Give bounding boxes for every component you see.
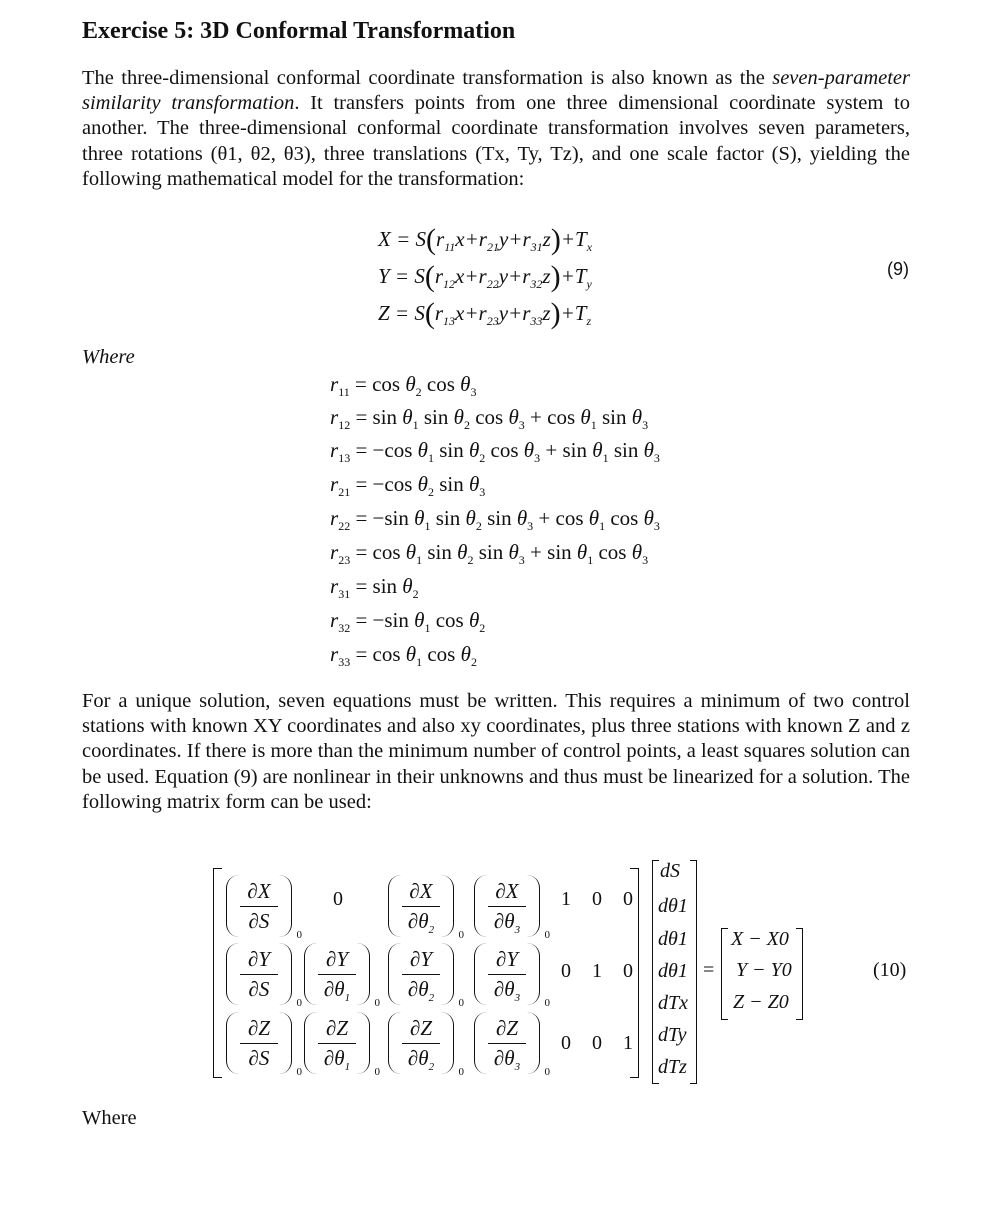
intro-italic: seven-parameter similarity transformation [82,67,910,115]
const-r1c3: 0 [623,888,633,910]
dX-dS: ∂X ∂S 0 [226,875,292,937]
unknown-dTy: dTy [658,1024,687,1046]
eq9-line-z: $Z = S(r_{13}x+r_{23}y+r_{33}z)+T_z$ [378,297,592,330]
eq9-line-x: $X = S(r_{11}x+r_{21}y+r_{31}z)+T_x$ [378,223,593,256]
unknown-dS: dS [660,860,680,882]
r12-term: $r_{12} = \sin \theta_1$ $\sin \theta_2$ $\cos \theta_3 + \cos \theta_1$ $\sin \theta_3$ [330,405,649,433]
equation-9-number: (9) [887,259,909,279]
r13-term: $r_{13} = -\cos$ $\theta_1$ $\sin \theta_2$ $\cos \theta_3 + \sin \theta_1$ $\sin \theta_3$ [330,438,660,466]
rhs-right-bracket [796,928,803,1020]
rhs-z: Z − Z0 [733,991,789,1013]
dX-dtheta3: ∂X $\partial\theta_3$ 0 [474,875,540,937]
const-r3c3: 1 [623,1032,633,1054]
dZ-dtheta3: ∂Z $\partial\theta_3$ 0 [474,1012,540,1074]
dY-dtheta2: ∂Y $\partial\theta_2$ 0 [388,943,454,1005]
matrix-zero-entry: 0 [333,888,343,910]
const-r2c1: 0 [561,960,571,982]
dX-dtheta2: ∂X $\partial\theta_2$ 0 [388,875,454,937]
const-r1c2: 0 [592,888,602,910]
dY-dS: ∂Y ∂S 0 [226,943,292,1005]
dY-dtheta3: ∂Y $\partial\theta_3$ 0 [474,943,540,1005]
unknown-dtheta-1: dθ1 [658,895,688,917]
rhs-left-bracket [721,928,728,1020]
r22-term: $r_{22} = -\sin$ $\theta_1$ $\sin \theta_2$ $\sin \theta_3 + \cos \theta_1$ $\cos \theta_3$ [330,506,660,534]
const-r2c3: 0 [623,960,633,982]
equation-10-number: (10) [873,959,907,981]
unknown-dTx: dTx [658,992,688,1014]
rhs-y: Y − Y0 [736,959,792,981]
r23-term: $r_{23} = \cos \theta_1$ $\sin \theta_2$ $\sin \theta_3 + \sin \theta_1$ $\cos \theta_3$ [330,540,649,568]
where-label-2: Where [82,1107,137,1129]
r33-term: $r_{33} = \cos \theta_1$ $\cos \theta_2$ [330,642,477,670]
intro-text-b: . It transfers points from one three dimensional coordinate system to another. The three-dimensional conformal coordinate transformation involves seven parameters, three rotations (θ1, θ2, θ3), three translations (Tx, Ty, Tz), and one scale factor (S), yielding the following mathematical model for the transformation: [82,92,910,190]
unknown-dtheta-2: dθ1 [658,928,688,950]
page-title: Exercise 5: 3D Conformal Transformation [82,18,516,44]
unknown-dtheta-3: dθ1 [658,960,688,982]
r31-term: $r_{31} = \sin \theta_2$ [330,574,419,602]
r32-term: $r_{32} = -\sin$ $\theta_1$ $\cos \theta_2$ [330,608,486,636]
matrix-left-bracket [213,868,222,1078]
const-r1c1: 1 [561,888,571,910]
unknown-dTz: dTz [658,1056,687,1078]
const-r3c1: 0 [561,1032,571,1054]
dY-dtheta1: ∂Y $\partial\theta_1$ 0 [304,943,370,1005]
rhs-x: X − X0 [731,928,789,950]
eq9-line-y: $Y = S(r_{12}x+r_{22}y+r_{32}z)+T_y$ [378,260,592,293]
intro-paragraph [82,66,910,192]
intro-text-a: The three-dimensional conformal coordinate transformation is also known as the [82,67,773,89]
equals-sign: = [703,959,715,981]
dZ-dtheta2: ∂Z $\partial\theta_2$ 0 [388,1012,454,1074]
dZ-dS: ∂Z ∂S 0 [226,1012,292,1074]
where-label-1: Where [82,346,135,368]
unknowns-right-bracket [690,860,697,1084]
r11-term: $r_{11} = \cos \theta_2$ $\cos \theta_3$ [330,372,477,400]
const-r2c2: 1 [592,960,602,982]
paragraph-2: For a unique solution, seven equations must be written. This requires a minimum of two control stations with known XY coordinates and also xy coordinates, plus three stations with known Z and z coordinates. If there is more than the minimum number of control points, a least squares solution can be used. Equation (9) are nonlinear in their unknowns and thus must be linearized for a solution. The following matrix form can be used: [82,690,910,813]
const-r3c2: 0 [592,1032,602,1054]
r21-term: $r_{21} = -\cos$ $\theta_2$ $\sin \theta_3$ [330,472,486,500]
dZ-dtheta1: ∂Z $\partial\theta_1$ 0 [304,1012,370,1074]
